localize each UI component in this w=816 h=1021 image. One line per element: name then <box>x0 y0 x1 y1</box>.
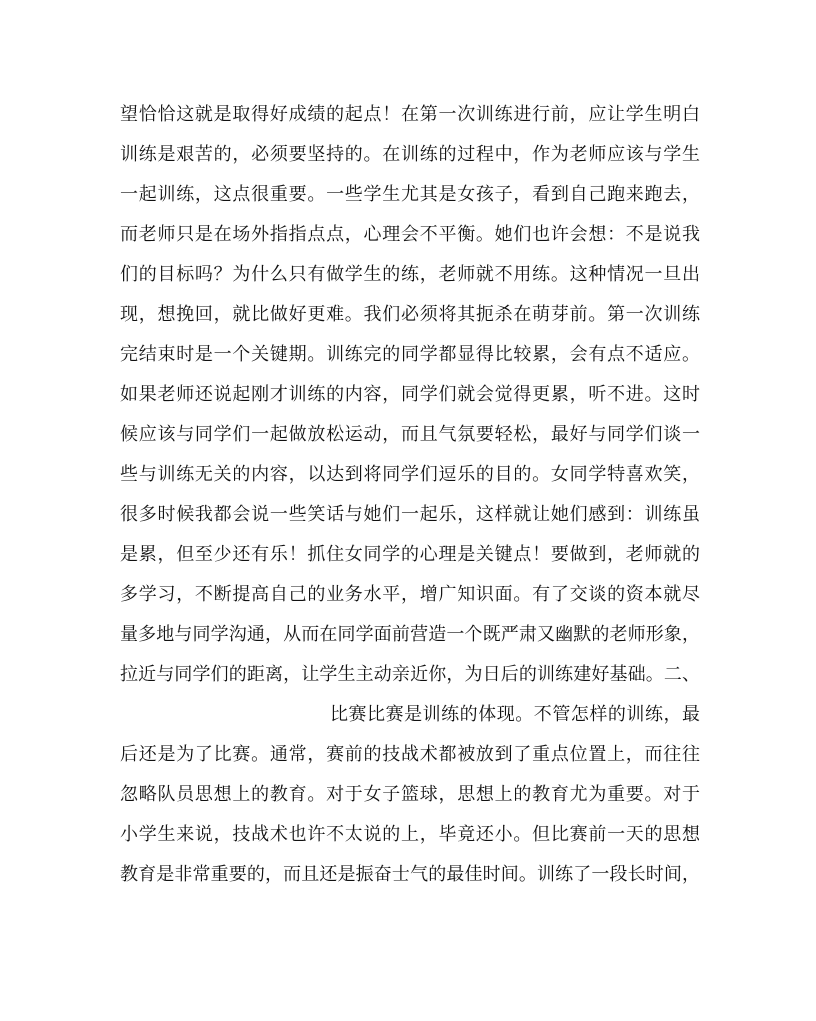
section-heading-line: 比赛比赛是训练的体现。不管怎样的训练，最 <box>330 704 700 725</box>
text-line: 是累，但至少还有乐！抓住女同学的心理是关键点！要做到，老师就的 <box>120 544 700 565</box>
text-line: 些与训练无关的内容，以达到将同学们逗乐的目的。女同学特喜欢笑， <box>120 464 700 485</box>
text-line: 小学生来说，技战术也许不太说的上，毕竟还小。但比赛前一天的思想 <box>120 824 700 845</box>
text-line: 们的目标吗？为什么只有做学生的练，老师就不用练。这种情况一旦出 <box>120 264 700 285</box>
text-line: 后还是为了比赛。通常，赛前的技战术都被放到了重点位置上，而往往 <box>120 744 700 765</box>
text-line: 教育是非常重要的，而且还是振奋士气的最佳时间。训练了一段长时间， <box>120 864 700 885</box>
text-line: 候应该与同学们一起做放松运动，而且气氛要轻松，最好与同学们谈一 <box>120 424 700 445</box>
text-line: 一起训练，这点很重要。一些学生尤其是女孩子，看到自己跑来跑去， <box>120 184 700 205</box>
text-line: 量多地与同学沟通，从而在同学面前营造一个既严肃又幽默的老师形象， <box>120 624 700 645</box>
text-line: 拉近与同学们的距离，让学生主动亲近你，为日后的训练建好基础。二、 <box>120 664 700 685</box>
text-line: 很多时候我都会说一些笑话与她们一起乐，这样就让她们感到：训练虽 <box>120 504 700 525</box>
text-line: 现，想挽回，就比做好更难。我们必须将其扼杀在萌芽前。第一次训练 <box>120 304 700 325</box>
text-line: 而老师只是在场外指指点点，心理会不平衡。她们也许会想：不是说我 <box>120 224 700 245</box>
text-line: 如果老师还说起刚才训练的内容，同学们就会觉得更累，听不进。这时 <box>120 384 700 405</box>
text-line: 望恰恰这就是取得好成绩的起点！在第一次训练进行前，应让学生明白 <box>120 104 700 125</box>
text-line: 忽略队员思想上的教育。对于女子篮球，思想上的教育尤为重要。对于 <box>120 784 700 805</box>
text-line: 多学习，不断提高自己的业务水平，增广知识面。有了交谈的资本就尽 <box>120 584 700 605</box>
text-line: 完结束时是一个关键期。训练完的同学都显得比较累，会有点不适应。 <box>120 344 700 365</box>
text-line: 训练是艰苦的，必须要坚持的。在训练的过程中，作为老师应该与学生 <box>120 144 700 165</box>
